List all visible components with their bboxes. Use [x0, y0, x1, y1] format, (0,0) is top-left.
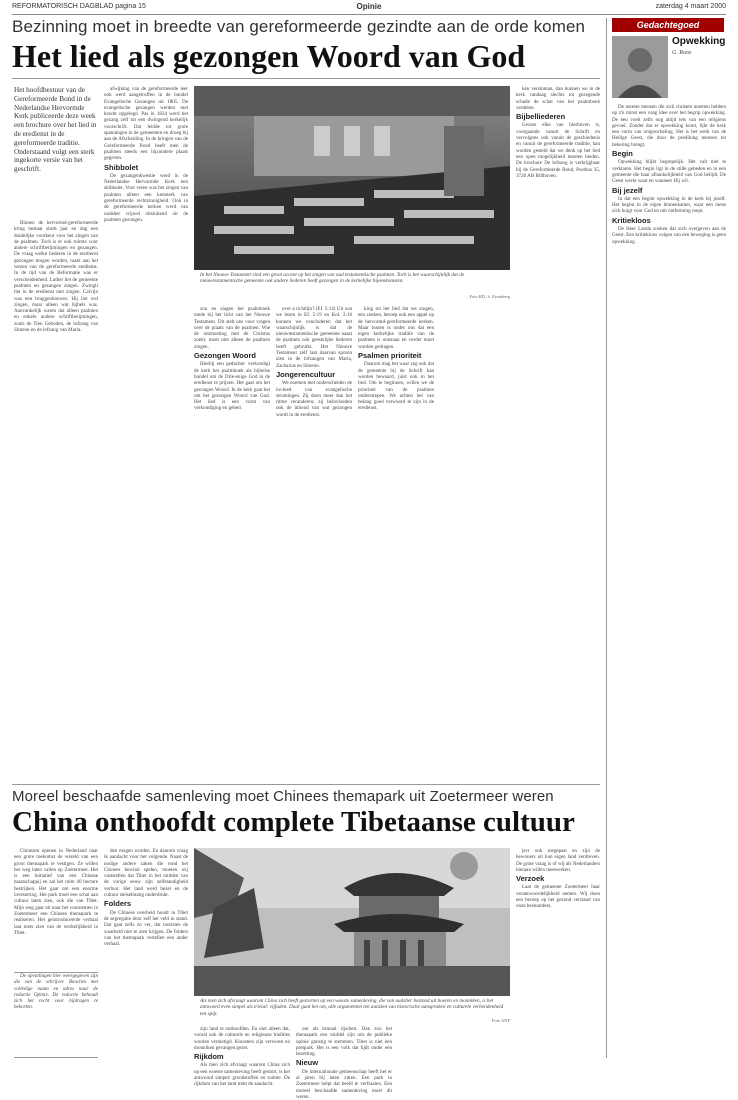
- article2-disclaimer-box: [14, 972, 98, 1058]
- article2-col2-text: den mogen worden. En daarom vraag ik aandacht voor het volgende. Naast de nodige andere zaken die rond het Chinees bewind spelen, moeten wij vaststellen dat Tibet in het midden van de vorige eeuw zijn zelfstandigheid verloor. Het land werd bezet en de cultuur stelselmatig onderdrukt.: [104, 848, 188, 899]
- article1-col3b-text: Hierbij een gedachte: verkondigt de kerk het psalmboek als bijbelse bundel om de Drie-enige God in de eredienst te prijzen. Het gaat om het gezongen Woord. In de kerk gaat het om het gezongen Woord van God. Het lied is een vorm van verkondiging en gebed.: [194, 361, 270, 412]
- sidebar-text-1: Opwekking blijkt begrepelijk. Het valt niet te verklaren. Het begin ligt in de stille gebeden en in een gemeente die haar afhankelijkheid van God belijdt. De Geest werkt waar en wanneer Hij wil.: [612, 159, 726, 185]
- article1-col6: [516, 86, 600, 780]
- tibet-temple-photo: [194, 848, 510, 996]
- sidebar-author: G. Roos: [672, 50, 692, 56]
- article1-col4b-text: We noemen met onderscheiden de invloed van evangelische stromingen. Zij doen meer dan het ritme veranderen; zij beïnvloeden ook de inhoud van wat gezongen wordt in de eredienst.: [276, 380, 352, 418]
- article2-col5b-text: Laat de gemeente Zoetermeer haar verantwoordelijkheid nemen. Wij doen een beroep op het gezond verstand van onze bestuurders.: [516, 884, 600, 910]
- church-interior-photo: [194, 86, 510, 270]
- article2-headline: China onthoofdt complete Tibetaanse cultuur: [12, 806, 575, 838]
- article2-col1-text: Chinezen openen in Nederland naar een grote toekomst de wereld van een groot themapark te vestigen. Ze willen het weg laten vallen op Zoetermeer. Het is een initiatief van een Chinese maatschappij en zal het ruim 40 hectare bestrijken. Het gaat om een enorme investering. Het park moet een schat aan cultuur laten zien, ook die van Tibet. Mijn weg gaat uit naar het voornemen in Zoetermeer een Chinees themapark te realiseren. Het geïntroduceerde verhaal laat niets zien van de werkelijkheid in Tibet.: [14, 848, 98, 936]
- article1-col5b-text: Daarom mag het waar zeg ook dat de gemeente bij de Schrift kan worden bewaard, juist ook in het lied. Om te beginnen, willen we de prioriteit van de psalmen onderstrepen. We achten het van belang goed verwoord te zijn in de eredienst.: [358, 361, 434, 412]
- sidebar-heading-1: Begin: [612, 149, 633, 159]
- article1-photo-caption: In het Nieuwe Testament vind een groot accent op het zingen van oud testamentische psalmen. Toch is het waarschijnlijk dat de nieuwtestamentische gemeente ook andere liederen heeft gezongen in de kerkelijke bijeenkomsten.: [200, 272, 465, 285]
- article1-col2-text: afwijking van de gereformeerde leer ook werd aangetroffen in de bundel Evangelische Gezangen uit 1805. De evangelische gezangen werden met kracht opgelegd. Pas in 1834 werd het gezang zelf tot een dwingend kerkelijk voorschrift. Dat leidde tot grote spanningen in de gemeenten en droeg bij aan de Afscheiding. In de kringen van de Gereformeerde Bond heeft men de psalmen steeds een bijzondere plaats gegeven.: [104, 86, 188, 162]
- article1-col5-heading: Psalmen prioriteit: [358, 351, 422, 361]
- article2-col3b-text: Als men zich afvraagt waarom China zich op een woeste samenleving heeft gestort, is het antwoord simpel: grondstoffen en ruimte. De rijkdom van het land trekt de aandacht.: [194, 1062, 290, 1088]
- article2-photo-credit: Foto ANP: [491, 1018, 510, 1023]
- article1-col1: [14, 220, 98, 780]
- masthead-section: Opinie: [356, 2, 382, 11]
- article2-col3-heading: Rijkdom: [194, 1052, 224, 1062]
- article2-col4b-text: De internationale gemeenschap heeft het er al jaren bij laten zitten. Een park in Zoetermeer helpt dat beeld te verfraaien. Een moreel beschaafde samenleving moet dit weren.: [296, 1068, 392, 1100]
- article2-col2-heading: Folders: [104, 899, 132, 909]
- article2-col5-heading: Verzoek: [516, 874, 545, 884]
- article2-photo-caption: Als men zich afvraagt waarom China zich heeft gestorten op een woeste samenleving, die van oudsher bestond uit boeren en monniken, is het antwoord even simpel als trivial: vijfaden. Daar gaat het om, alle argumenten ten aanzien van historische aanspraken en culturele verbondenheid ten spijt.: [200, 998, 504, 1017]
- sidebar-text: De meeste mensen die zich christen noemen hebben op z'n minst een vaag idee over het begrip opwekking. De eeu voelt zelfs nog altijd iets van een religieus gevoel. Zonder dat er opwekking komt, lijkt de kerk een vorm van ontgoocheling. Het is het werk van de Heilige Geest, die door de prediking mensen tot bekering brengt.: [612, 104, 726, 148]
- article2-col3-text: zijn land te onthoofden. En niet alleen dat, vooral ook de culturele en religieuze tradities worden vernietigd. Kloosters zijn verwoest en monniken gevangen gezet.: [194, 1026, 290, 1051]
- article1-intro: Het hoofdbestuur van de Gereformeerde Bond in de Nederlandse Hervormde Kerk publiceerde deze week een brochure over het lied in de eredienst in de gereformeerde traditie. Onderstaand volgt een sterk ingekorte versie van het geschrift.: [14, 86, 97, 174]
- article1-rule: [12, 78, 600, 79]
- sidebar-rule: [606, 18, 607, 1058]
- sidebar-body: [612, 104, 726, 1054]
- article1-col4-heading: Jongerencultuur: [276, 369, 336, 379]
- article1-col3-text: zou en slagen het psalmboek mede bij het licht van het Nieuwe Testament. Dit stelt ons voor vragen over de plaats van de psalmen. Wie de ontmoeting met de Christus zoekt, moet niet alleen de psalmen zingen.: [194, 306, 270, 350]
- sidebar-title: Opwekking: [672, 36, 726, 47]
- sidebar-heading-2: Bij jezelf: [612, 185, 643, 195]
- article1-col3-heading: Gezongen Woord: [194, 351, 256, 361]
- article1-headline: Het lied als gezongen Woord van God: [12, 38, 526, 74]
- article1-col2-heading: Shibbolet: [104, 162, 139, 172]
- article2-col1: [14, 848, 98, 968]
- article2-kicker: Moreel beschaafde samenleving moet Chinees themapark uit Zoetermeer weren: [12, 788, 554, 805]
- article1-col3: [194, 306, 270, 780]
- sidebar-label: Gedachtegoed: [612, 18, 724, 32]
- article2-col5-text: ject ook toegepast en zijn de bewoners uit hun eigen land verdreven. De grote vraag is of wij als Nederlanders hieraan willen meewerken.: [516, 848, 600, 873]
- article2-col4-heading: Nieuw: [296, 1058, 319, 1068]
- article1-col2: [104, 86, 188, 780]
- article1-col5: [358, 306, 434, 780]
- article2-rule-top: [12, 784, 600, 785]
- masthead-paper: REFORMATORISCH DAGBLAD pagina 15: [12, 3, 146, 10]
- article1-col4: [276, 306, 352, 780]
- article1-photo-credit: Foto RD, S. Eisenberg: [469, 294, 510, 299]
- article1-col6-heading: Bijbelliederen: [516, 112, 566, 122]
- article1-kicker: Bezinning moet in breedte van gereformeerde gezindte aan de orde komen: [12, 17, 586, 36]
- author-portrait: [612, 36, 668, 98]
- portrait-svg: [612, 36, 668, 98]
- masthead-date: zaterdag 4 maart 2000: [655, 3, 726, 10]
- article2-col4-text: om als brutaal rijsdom. Dan zou het themapark een middel zijn om de publieke opinie gunstig te stemmen. Tibet is niet een pretpark. Het is een volk dat lijdt onder een bezetting.: [296, 1026, 392, 1058]
- sidebar-text-3: De Heer Landa zoeken dat zich overgeven aan de Geest. Een kritiekloos volgen van een beweging is geen opwekking.: [612, 226, 726, 245]
- church-photo-svg: [194, 86, 510, 270]
- temple-photo-svg: [194, 848, 510, 996]
- article1-col1-text: Binnen de hervormd-gereformeerde kring bestaat sinds jaar en dag een duidelijke voorkeur voor het zingen van de psalmen. Toch is er ook ruimte voor andere schriftberijmingen en gezangen. De vraag welke liederen in de eredienst gezongen mogen worden, raakt aan het wezen van de gereformeerde eredienst. In de tijd van de Reformatie was er verscheidenheid. Luther liet de gemeente psalmen en gezangen zingen. Zwingli liet in de eredienst niet zingen. Calvijn was een bruggenbouwer. Hij liet wel zingen, maar alleen wat bijbels was. Aanvankelijk waren dat alleen psalmen en enkele andere schriftberijmingen, zoals de Tien Geboden, de lofzang van Simeon en de lofzang van Maria.: [14, 220, 98, 334]
- article1-col6b-text: Gezien elke van hierboven is, voorgaande vanuit de Schrift en vervolgens ook vanuit de geschiedenis en vanuit de gereformeerde traditie, kan worden gesteld dat we denk op het lied een open mogelijkheid moeten bieden. De brochure De lofzang is verkrijgbaar bij de Gereformeerde Bond, Postbus 35, 3720 AB Bilthoven.: [516, 122, 600, 179]
- article1-col6-text: ken verstoman, dan kunnen we in de kerk vandaag slechts tot gezegende schade de schat van het psalmboek verdelen.: [516, 86, 600, 111]
- article2-col2: [104, 848, 188, 1056]
- article1-col2b-text: De gezangenkwestie werd in de Nederlandse Hervormde Kerk een shibbolet. Voor velen was het zingen van psalmen alleen een kenmerk van gereformeerde rechtzinnigheid. Ook in de gereformeerde kerken werd van oudsher vrijwel uitsluitend uit de psalmen gezongen.: [104, 172, 188, 223]
- article2-col5: [516, 848, 600, 1056]
- article2-disclaimer: De opvattingen hier weergegeven zijn die van de schrijver. Reacties met volledige naam en adres naar de redactie Opinie. De redactie behoudt zich het recht voor bijdragen te bekorten.: [14, 973, 98, 1011]
- article2-col4: [296, 1026, 392, 1100]
- sidebar-heading-3: Kritiekloos: [612, 215, 651, 225]
- article1-col4-text: over a richtlijn? (Ef. 5:14) Uit wat we lezen in Ef. 5:19 en Kol. 3:16 kunnen we concluderen dat het waarschijnlijk is dat de nieuwtestamentische gemeente naast de psalmen ook geestelijke liederen heeft gebruikt. Het Nieuwe Testament zelf laat daarvan sporen zien in de lofzangen van Maria, Zacharias en Simeon.: [276, 306, 352, 369]
- masthead: [12, 2, 726, 15]
- article2-col3: [194, 1026, 290, 1088]
- article1-col5-text: king tot het lied dat we zingen, een zoeken, beroep ook een appel op de hervormd-gereformeerde kerken. Maar tussen is onder ons dat een eigen kerkelijke traditie van de psalmen is ontstaan en verder moet worden gedragen.: [358, 306, 434, 350]
- sidebar-text-2: In dat een begint opwekking in de kerk bij jezelf. Het begint in de eigen binnenkamer, waar een mens zich buigt voor God en om ontferming roept.: [612, 195, 726, 215]
- article2-col2b-text: De Chinese overheid houdt in Tibet de segregatie door zelf het veld in stand. Dat gaat zelfs zo ver, dat toeristen de waarheid niet te zien krijgen. De folders van het themapark vertellen een ander verhaal.: [104, 909, 188, 948]
